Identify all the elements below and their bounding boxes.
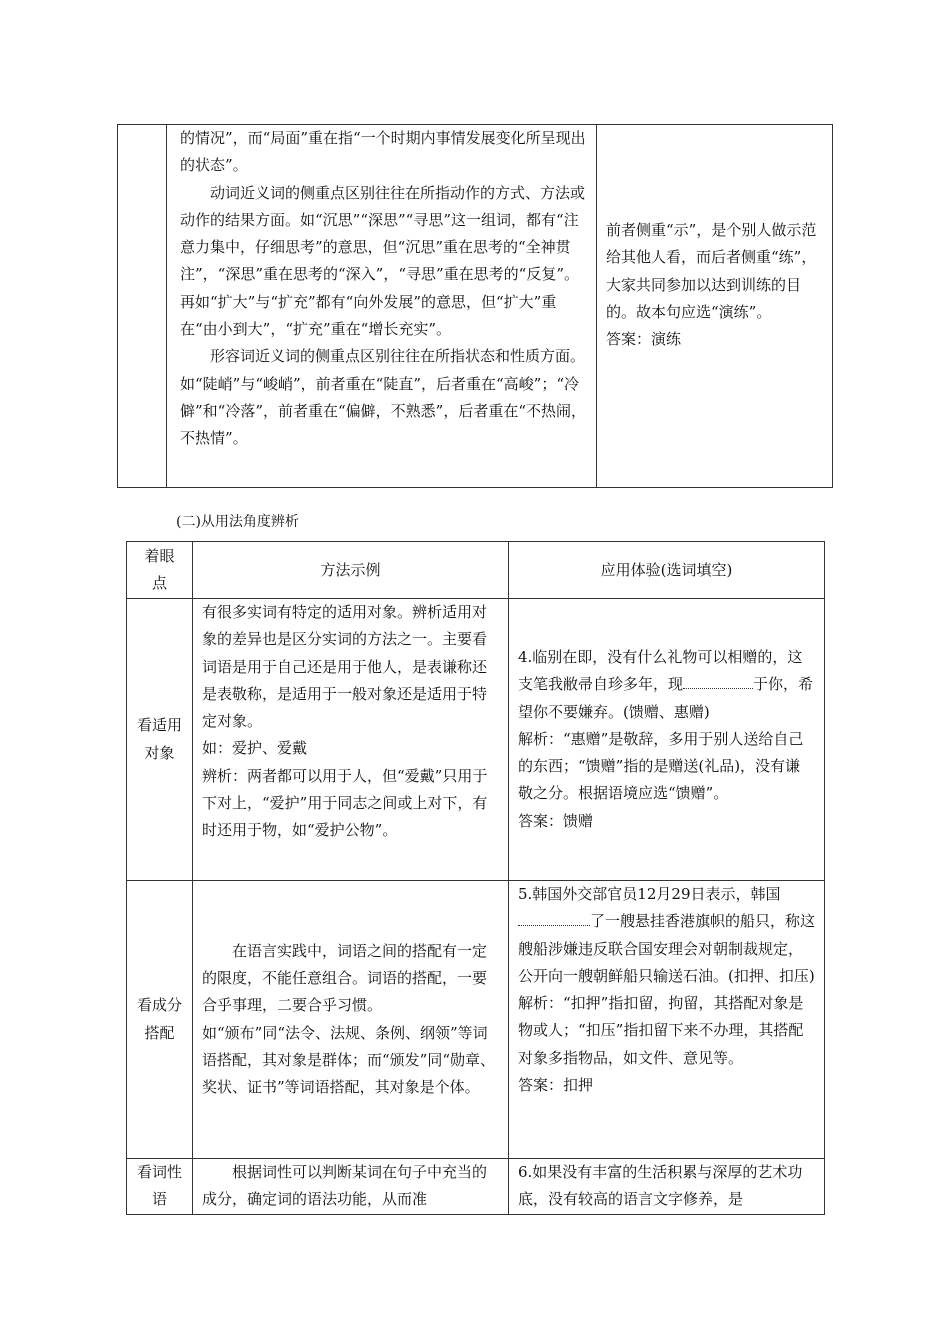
paragraph: 如“颁布”同“法令、法规、条例、纲领”等词语搭配，其对象是群体；而“颁发”同“勋章、奖状、证书”等词语搭配，其对象是个体。 xyxy=(202,1023,496,1097)
paragraph: 在语言实践中，词语之间的搭配有一定的限度，不能任意组合。词语的搭配，一要合乎事理，二要合乎习惯。 xyxy=(202,941,488,1015)
top-table xyxy=(117,124,833,488)
table-header-row xyxy=(127,542,825,599)
usage-table xyxy=(126,541,825,1215)
section-title: (二)从用法角度辨析 xyxy=(176,514,299,530)
paragraph: 根据词性可以判断某词在句子中充当的成分，确定词的语法功能，从而准 xyxy=(202,1163,488,1209)
exercise-cell xyxy=(509,1159,825,1215)
question-text xyxy=(518,881,815,990)
column-divider xyxy=(166,125,167,487)
answer-text: 答案：扣押 xyxy=(518,1076,594,1095)
question-text: 6.如果没有丰富的生活积累与深厚的艺术功底，没有较高的语言文字修养，是 xyxy=(518,1163,803,1209)
paragraph: 辨析：两者都可以用于人，但“爱戴”只用于下对上，“爱护”用于同志之间或上对下，有时还用于物，如“爱护公物”。 xyxy=(202,766,488,840)
row-key: 看成分搭配 xyxy=(127,881,193,1159)
analysis-text: 解析：“扣押”指扣留，拘留，其搭配对象是物或人；“扣压”指扣留下来不办理，其搭配对象多指物品，如文件、意见等。 xyxy=(518,994,804,1067)
paragraph: 的情况”，而“局面”重在指“一个时期内事情发展变化所呈现出的状态”。 xyxy=(180,129,586,175)
question-text xyxy=(518,644,815,726)
top-table-answer-cell xyxy=(596,217,834,353)
analysis-text: 前者侧重“示”，是个别人做示范给其他人看，而后者侧重“练”，大家共同参加以达到训练的目的。故本句应选“演练”。 xyxy=(606,221,817,321)
header-cell: 着眼点 xyxy=(127,542,193,599)
table-row xyxy=(127,1159,825,1215)
paragraph: 有很多实词有特定的适用对象。辨析适用对象的差异也是区分实词的方法之一。主要看词语是用于自己还是用于他人，是表谦称还是表敬称，是适用于一般对象还是适用于特定对象。 xyxy=(202,603,488,731)
exercise-cell xyxy=(509,881,825,1159)
question-part: 了一艘悬挂香港旗帜的船只，称这艘船涉嫌违反联合国安理会对朝制裁规定，公开向一艘朝鲜船只输送石油。(扣押、扣压) xyxy=(518,912,816,985)
paragraph: 如：爱护、爱戴 xyxy=(202,739,308,758)
answer-blank[interactable] xyxy=(683,672,753,689)
method-cell xyxy=(193,881,509,1159)
exercise-cell xyxy=(509,599,825,881)
table-row xyxy=(127,599,825,881)
question-part: 5.韩国外交部官员12月29日表示，韩国 xyxy=(518,885,781,903)
analysis-text: 解析：“惠赠”是敬辞，多用于别人送给自己的东西；“馈赠”指的是赠送(礼品)，没有谦敬之分。根据语境应选“馈赠”。 xyxy=(518,729,804,803)
header-cell: 方法示例 xyxy=(193,542,509,599)
table-row xyxy=(127,881,825,1159)
answer-text: 答案：馈赠 xyxy=(518,811,594,830)
method-cell xyxy=(193,599,509,881)
question-part: 4.临别在即，没有什么礼物可以相赠的，这支笔我敝帚自珍多年，现 xyxy=(518,647,803,694)
row-key: 看词性语 xyxy=(127,1159,193,1215)
row-key: 看适用对象 xyxy=(127,599,193,881)
paragraph: 形容词近义词的侧重点区别往往在所指状态和性质方面。如“陡峭”与“峻峭”，前者重在“陡直”，后者重在“高峻”；“冷僻”和“冷落”，前者重在“偏僻，不熟悉”，后者重在“不热闹，不热情”。 xyxy=(180,347,587,448)
paragraph: 动词近义词的侧重点区别往往在所指动作的方式、方法或动作的结果方面。如“沉思”“深思”“寻思”这一组词，都有“注意力集中，仔细思考”的意思，但“沉思”重在思考的“全神贯注”，“深思”重在思考的“深入”，“寻思”重在思考的“反复”。再如“扩大”与“扩充”都有“向外发展”的意思，但“扩大”重在“由小到大”，“扩充”重在“增长充实”。 xyxy=(180,183,586,339)
question-part: 于你，希望你不要嫌弃。(馈赠、惠赠) xyxy=(518,675,814,721)
header-cell: 应用体验(选词填空) xyxy=(509,542,825,599)
top-table-method-cell xyxy=(168,125,598,453)
answer-text: 答案：演练 xyxy=(606,330,682,349)
answer-blank[interactable] xyxy=(518,909,590,926)
method-cell xyxy=(193,1159,509,1215)
